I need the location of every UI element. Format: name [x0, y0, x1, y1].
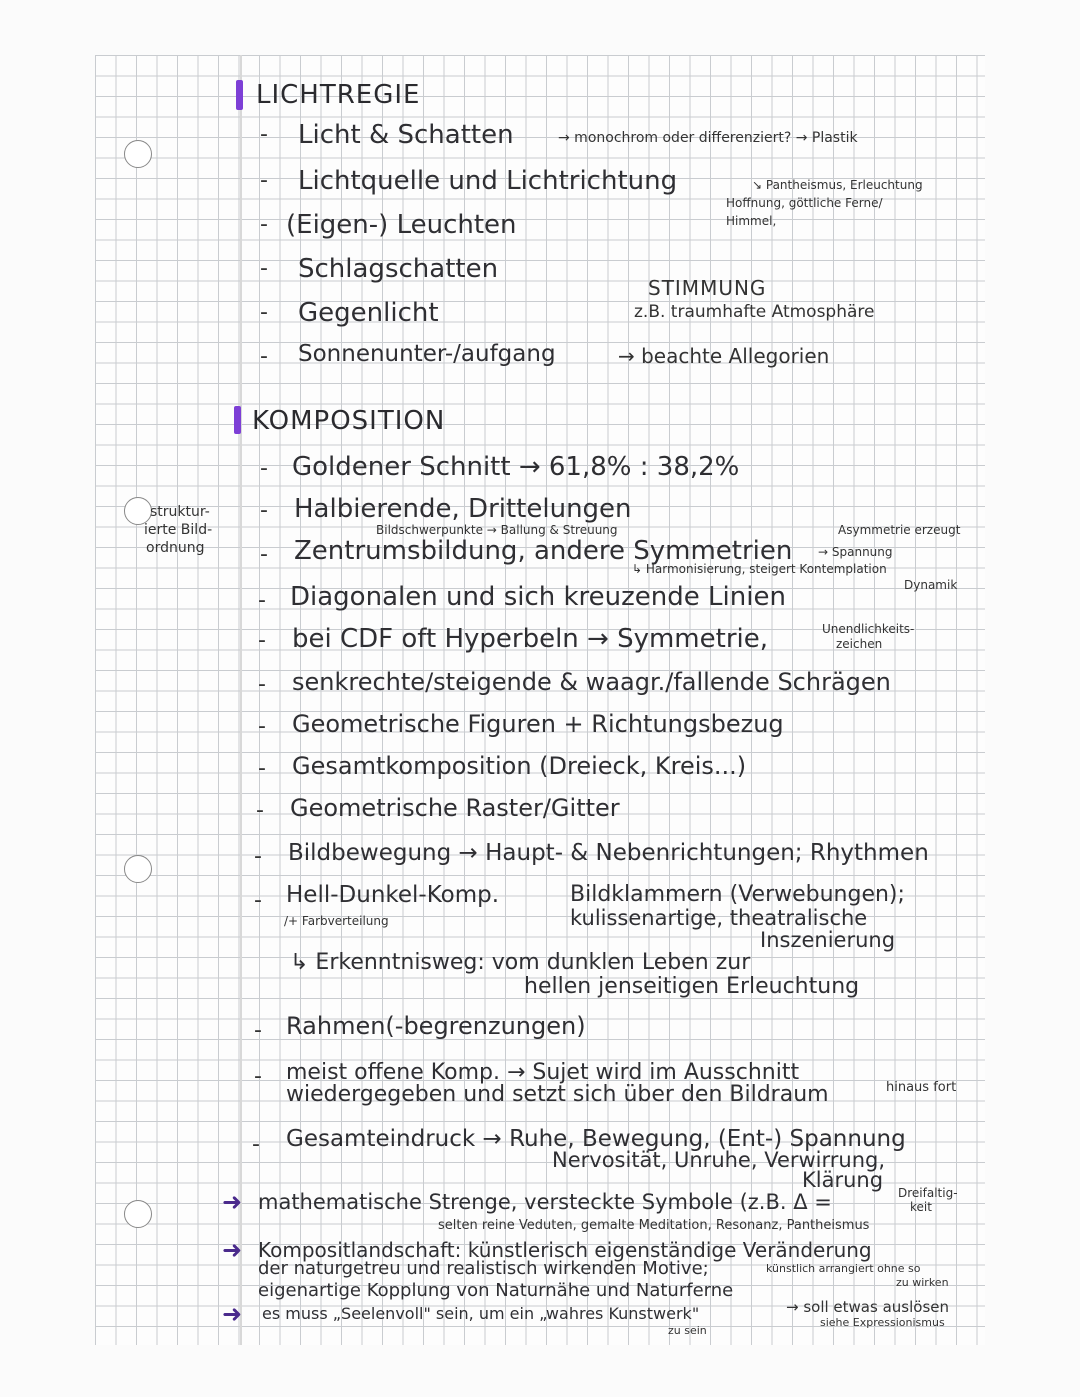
list-item: Geometrische Figuren + Richtungsbezug [292, 710, 784, 738]
list-item: (Eigen-) Leuchten [286, 210, 517, 240]
list-item: Schlagschatten [298, 254, 499, 284]
arrow-right-icon: ➜ [222, 1188, 243, 1216]
bullet-dash: - [254, 1064, 262, 1089]
bullet-dash: - [260, 212, 268, 237]
annotation: ↳ Harmonisierung, steigert Kontemplation [632, 562, 887, 576]
annotation: → Spannung [818, 545, 893, 559]
section-marker [236, 80, 243, 110]
bullet-dash: - [258, 756, 266, 781]
bullet-dash: - [260, 256, 268, 281]
list-item: Gegenlicht [298, 298, 439, 328]
annotation: siehe Expressionismus [820, 1316, 945, 1329]
list-item: Gesamteindruck → Ruhe, Bewegung, (Ent-) Spannung [286, 1126, 906, 1152]
annotation: hinaus fort [886, 1080, 957, 1095]
list-item: meist offene Komp. → Sujet wird im Ausschnitt [286, 1060, 800, 1085]
annotation: selten reine Veduten, gemalte Meditation, Resonanz, Pantheismus [438, 1218, 870, 1233]
list-item: Lichtquelle und Lichtrichtung [298, 166, 678, 196]
punch-hole [124, 1200, 152, 1228]
list-item: Sonnenunter-/aufgang [298, 341, 556, 367]
punch-hole [124, 855, 152, 883]
list-item-detail: ↳ Erkenntnisweg: vom dunklen Leben zur [290, 950, 751, 975]
annotation: → beachte Allegorien [618, 344, 830, 368]
bullet-dash: - [252, 1132, 260, 1157]
section-marker [234, 406, 241, 434]
bullet-dash: - [260, 344, 268, 369]
annotation: Himmel, [726, 214, 777, 228]
section-title-komposition: KOMPOSITION [252, 406, 446, 436]
bullet-dash: - [258, 672, 266, 697]
list-item: Diagonalen und sich kreuzende Linien [290, 582, 786, 612]
annotation: zu wirken [896, 1276, 949, 1289]
list-item: Hell-Dunkel-Komp. [286, 882, 500, 908]
conclusion-item: es muss „Seelenvoll" sein, um ein „wahres Kunstwerk" [262, 1304, 700, 1323]
bullet-dash: - [258, 628, 266, 653]
list-item-detail: wiedergegeben und setzt sich über den Bildraum [286, 1082, 829, 1107]
punch-hole [124, 497, 152, 525]
bullet-dash: - [258, 714, 266, 739]
bullet-dash: - [260, 122, 268, 147]
conclusion-item: Kompositlandschaft: künstlerisch eigenständige Veränderung [258, 1238, 872, 1262]
punch-hole [124, 140, 152, 168]
bullet-dash: - [254, 888, 262, 913]
annotation: Unendlichkeits- [822, 622, 915, 636]
side-label: struktur- [150, 504, 210, 520]
annotation: Dreifaltig- [898, 1186, 958, 1200]
bullet-dash: - [258, 588, 266, 613]
annotation: Bildschwerpunkte → Ballung & Streuung [376, 523, 618, 537]
bullet-dash: - [254, 844, 262, 869]
list-item-detail: Bildklammern (Verwebungen); [570, 882, 905, 907]
list-item: Licht & Schatten [298, 120, 514, 150]
bullet-dash: - [256, 798, 264, 823]
list-item: Goldener Schnitt → 61,8% : 38,2% [292, 452, 740, 482]
list-item: Bildbewegung → Haupt- & Nebenrichtungen; Rhythmen [288, 840, 929, 866]
bullet-dash: - [260, 300, 268, 325]
section-title-lichtregie: LICHTREGIE [256, 80, 421, 110]
annotation: /+ Farbverteilung [284, 914, 389, 928]
annotation: zu sein [668, 1324, 707, 1337]
list-item: Zentrumsbildung, andere Symmetrien [294, 536, 793, 566]
list-item: Rahmen(-begrenzungen) [286, 1012, 586, 1040]
annotation: Dynamik [904, 578, 958, 592]
annotation: zeichen [836, 637, 883, 651]
stimmung-text: z.B. traumhafte Atmosphäre [634, 302, 875, 322]
arrow-right-icon: ➜ [222, 1236, 243, 1264]
side-label: ordnung [146, 540, 205, 556]
conclusion-item: eigenartige Kopplung von Naturnähe und Naturferne [258, 1280, 734, 1301]
stimmung-title: STIMMUNG [648, 276, 767, 300]
annotation: Asymmetrie erzeugt [838, 523, 961, 537]
list-item-detail: Nervosität, Unruhe, Verwirrung, [552, 1148, 886, 1172]
list-item: bei CDF oft Hyperbeln → Symmetrie, [292, 624, 768, 654]
bullet-dash: - [260, 542, 268, 567]
annotation: ↘ Pantheismus, Erleuchtung [752, 178, 923, 192]
arrow-right-icon: ➜ [222, 1300, 243, 1328]
annotation: keit [910, 1200, 932, 1214]
list-item-detail: hellen jenseitigen Erleuchtung [524, 974, 860, 999]
conclusion-item: der naturgetreu und realistisch wirkenden Motive; [258, 1258, 709, 1279]
bullet-dash: - [260, 456, 268, 481]
list-item-detail: Inszenierung [760, 928, 896, 952]
bullet-dash: - [260, 498, 268, 523]
list-item-detail: Klärung [802, 1168, 884, 1192]
bullet-dash: - [260, 168, 268, 193]
list-item: Halbierende, Drittelungen [294, 494, 632, 524]
annotation: künstlich arrangiert ohne so [766, 1262, 921, 1275]
list-item: senkrechte/steigende & waagr./fallende Schrägen [292, 668, 891, 696]
annotation: Hoffnung, göttliche Ferne/ [726, 196, 883, 210]
side-label: ierte Bild- [144, 522, 213, 538]
bullet-dash: - [254, 1018, 262, 1043]
annotation: → soll etwas auslösen [786, 1298, 949, 1316]
margin-line [240, 55, 242, 1345]
list-item-detail: kulissenartige, theatralische [570, 906, 868, 930]
annotation: → monochrom oder differenziert? → Plastik [558, 130, 858, 146]
list-item: Geometrische Raster/Gitter [290, 794, 620, 822]
list-item: Gesamtkomposition (Dreieck, Kreis...) [292, 752, 747, 780]
conclusion-item: mathematische Strenge, versteckte Symbole (z.B. Δ = [258, 1190, 832, 1214]
